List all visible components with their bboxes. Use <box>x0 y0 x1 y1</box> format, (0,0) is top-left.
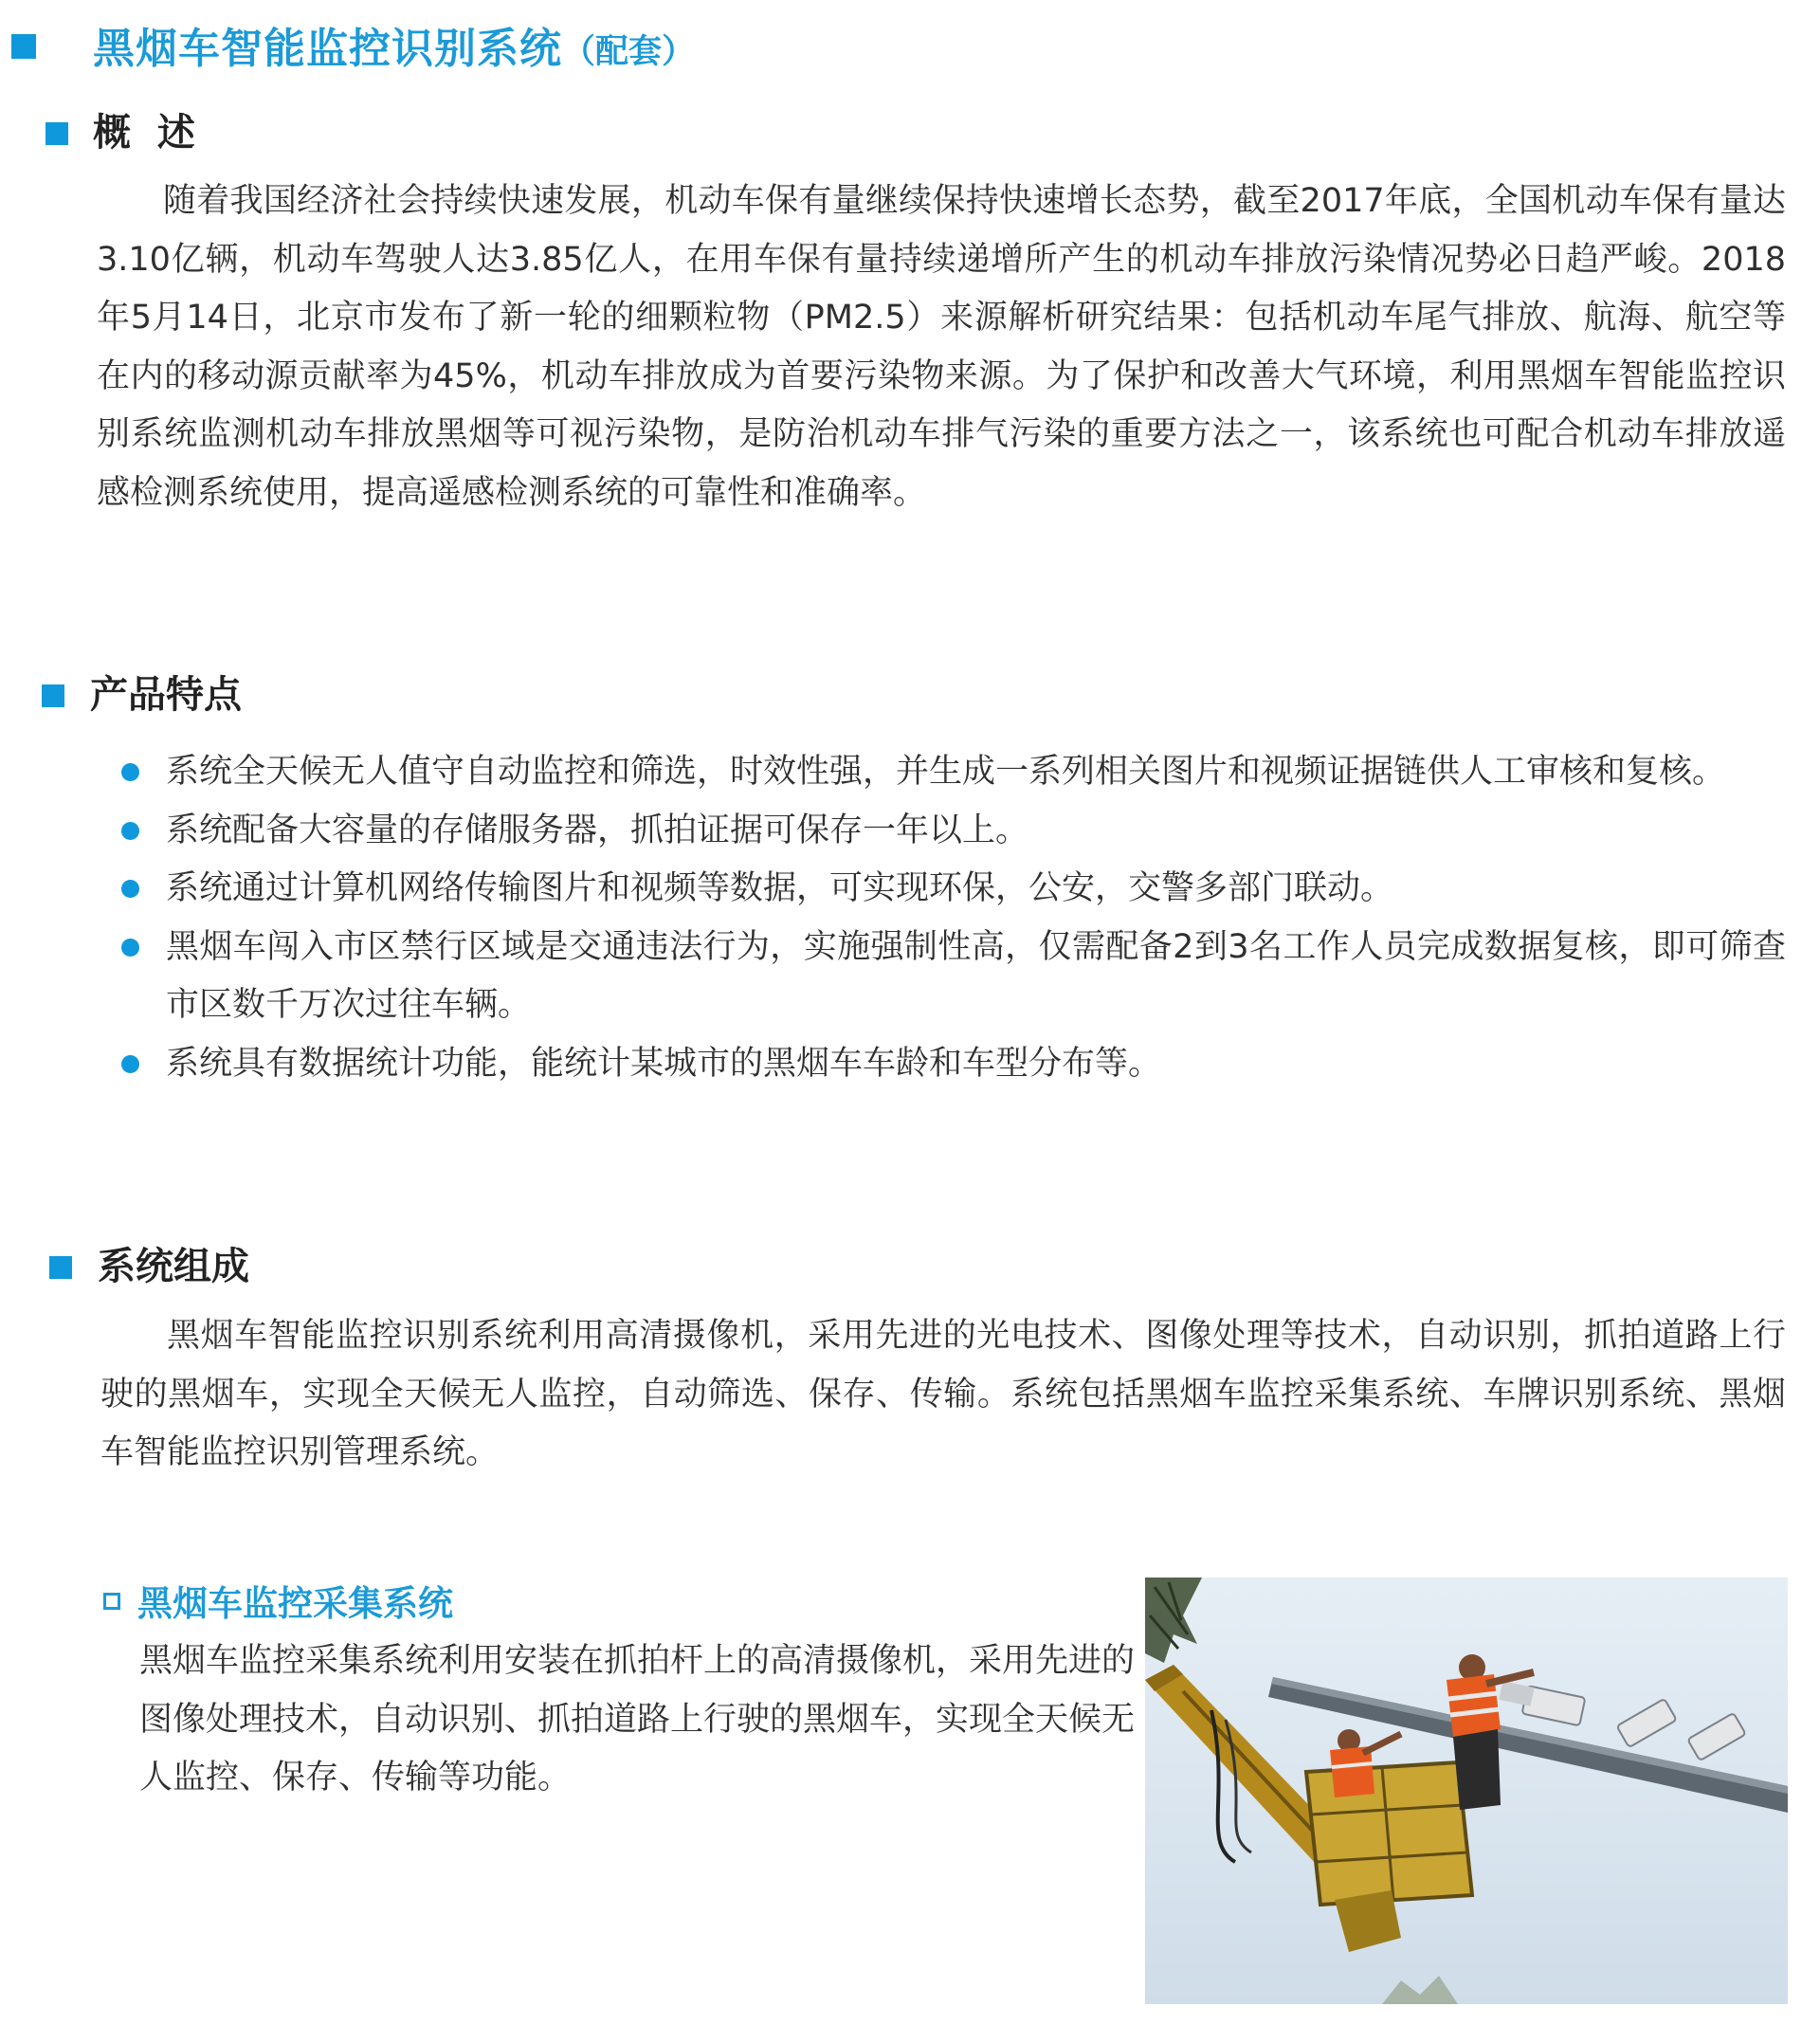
feature-item <box>166 919 1786 1035</box>
title-square-icon <box>11 34 36 59</box>
bullet-dot-icon <box>121 880 139 898</box>
feature-text: 系统通过计算机网络传输图片和视频等数据，可实现环保，公安，交警多部门联动。 <box>166 869 1394 907</box>
feature-item <box>166 743 1786 802</box>
features-heading: 产品特点 <box>90 673 242 717</box>
composition-heading: 系统组成 <box>98 1245 249 1288</box>
collection-heading: 黑烟车监控采集系统 <box>137 1583 453 1624</box>
feature-text: 系统全天候无人值守自动监控和筛选，时效性强，并生成一系列相关图片和视频证据链供人工审核和复核。 <box>166 753 1726 791</box>
collection-paragraph: 黑烟车监控采集系统利用安装在抓拍杆上的高清摄像机，采用先进的图像处理技术，自动识别、抓拍道路上行驶的黑烟车，实现全天候无人监控、保存、传输等功能。 <box>139 1642 1136 1797</box>
feature-text: 系统具有数据统计功能，能统计某城市的黑烟车车龄和车型分布等。 <box>166 1044 1162 1083</box>
overview-paragraph: 随着我国经济社会持续快速发展，机动车保有量继续保持快速增长态势，截至2017年底，全国机动车保有量达3.10亿辆，机动车驾驶人达3.85亿人，在用车保有量持续递增所产生的机动车排放污染情况势必日趋严峻。2018年5月14日，北京市发布了新一轮的细颗粒物（PM2.5）来源解析研究结果：包括机动车尾气排放、航海、航空等在内的移动源贡献率为45%，机动车排放成为首要污染物来源。为了保护和改善大气环境，利用黑烟车智能监控识别系统监测机动车排放黑烟等可视污染物，是防治机动车排气污染的重要方法之一，该系统也可配合机动车排放遥感检测系统使用，提高遥感检测系统的可靠性和准确率。 <box>97 182 1786 512</box>
overview-heading: 概 述 <box>93 111 195 155</box>
camera-installation-photo <box>1145 1578 1788 2004</box>
bullet-dot-icon <box>121 939 139 957</box>
composition-paragraph: 黑烟车智能监控识别系统利用高清摄像机，采用先进的光电技术、图像处理等技术，自动识别，抓拍道路上行驶的黑烟车，实现全天候无人监控，自动筛选、保存、传输。系统包括黑烟车监控采集系统、车牌识别系统、黑烟车智能监控识别管理系统。 <box>100 1317 1786 1471</box>
page-title <box>93 13 695 85</box>
title-sub: （配套） <box>562 33 696 71</box>
title-main: 黑烟车智能监控识别系统 <box>93 25 562 73</box>
bullet-dot-icon <box>121 1055 139 1073</box>
bullet-dot-icon <box>121 763 139 781</box>
features-list <box>166 743 1786 1093</box>
feature-item <box>166 1035 1786 1094</box>
feature-item <box>166 860 1786 919</box>
features-square-icon <box>42 684 64 707</box>
feature-item <box>166 802 1786 861</box>
feature-text: 黑烟车闯入市区禁行区域是交通违法行为，实施强制性高，仅需配备2到3名工作人员完成数据复核，即可筛查市区数千万次过往车辆。 <box>166 927 1786 1024</box>
feature-text: 系统配备大容量的存储服务器，抓拍证据可保存一年以上。 <box>166 811 1029 849</box>
composition-square-icon <box>49 1256 72 1279</box>
overview-square-icon <box>46 122 68 145</box>
bullet-dot-icon <box>121 822 139 840</box>
subsection-square-icon <box>103 1593 120 1610</box>
